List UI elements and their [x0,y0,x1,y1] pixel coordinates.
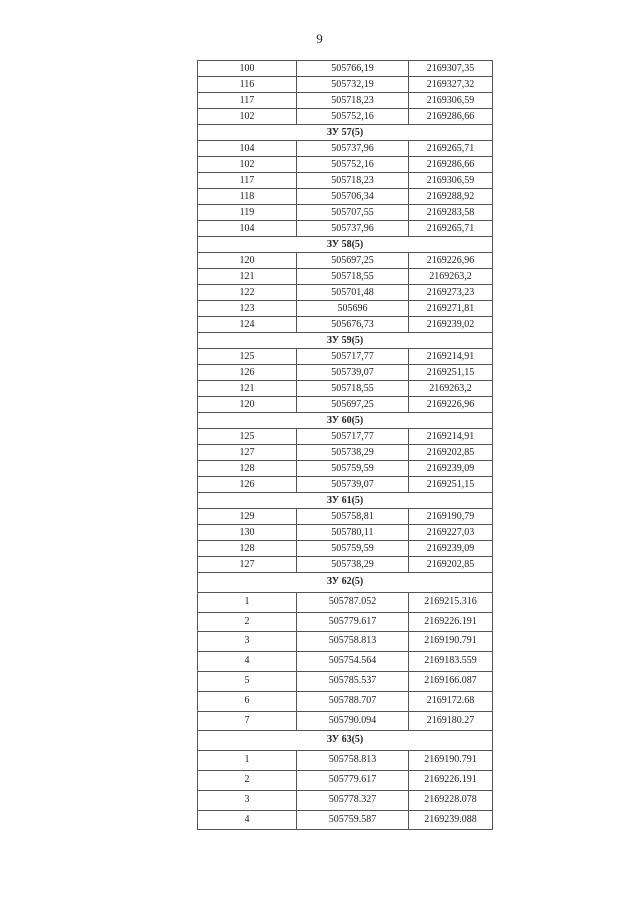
section-title: ЗУ 57(5) [198,125,493,141]
point-number-cell: 117 [198,173,297,189]
y-coordinate-cell: 2169327,32 [409,77,493,93]
y-coordinate-cell: 2169251,15 [409,365,493,381]
x-coordinate-cell: 505752,16 [297,109,409,125]
x-coordinate-cell: 505758,81 [297,509,409,525]
table-row [198,477,493,493]
section-title: ЗУ 62(5) [198,573,493,593]
point-number-cell: 117 [198,93,297,109]
coordinates-table-body [198,61,493,830]
x-coordinate-cell: 505737,96 [297,221,409,237]
x-coordinate-cell: 505788.707 [297,691,409,711]
point-number-cell: 116 [198,77,297,93]
y-coordinate-cell: 2169239.088 [409,810,493,830]
y-coordinate-cell: 2169180.27 [409,711,493,731]
table-row [198,652,493,672]
x-coordinate-cell: 505752,16 [297,157,409,173]
table-row [198,790,493,810]
x-coordinate-cell: 505779.617 [297,770,409,790]
y-coordinate-cell: 2169172.68 [409,691,493,711]
x-coordinate-cell: 505739,07 [297,365,409,381]
table-row [198,61,493,77]
x-coordinate-cell: 505754.564 [297,652,409,672]
point-number-cell: 1 [198,751,297,771]
section-header-row [198,237,493,253]
table-row [198,509,493,525]
table-row [198,461,493,477]
point-number-cell: 121 [198,269,297,285]
y-coordinate-cell: 2169183.559 [409,652,493,672]
x-coordinate-cell: 505697,25 [297,397,409,413]
x-coordinate-cell: 505697,25 [297,253,409,269]
y-coordinate-cell: 2169166.087 [409,671,493,691]
x-coordinate-cell: 505787.052 [297,592,409,612]
table-row [198,253,493,269]
y-coordinate-cell: 2169227,03 [409,525,493,541]
table-row [198,365,493,381]
y-coordinate-cell: 2169306,59 [409,173,493,189]
table-row [198,671,493,691]
section-header-row [198,333,493,349]
point-number-cell: 118 [198,189,297,205]
y-coordinate-cell: 2169202,85 [409,557,493,573]
point-number-cell: 119 [198,205,297,221]
x-coordinate-cell: 505785.537 [297,671,409,691]
y-coordinate-cell: 2169263,2 [409,269,493,285]
point-number-cell: 104 [198,221,297,237]
point-number-cell: 104 [198,141,297,157]
table-row [198,445,493,461]
point-number-cell: 4 [198,652,297,672]
point-number-cell: 4 [198,810,297,830]
table-row [198,397,493,413]
x-coordinate-cell: 505738,29 [297,445,409,461]
point-number-cell: 102 [198,109,297,125]
x-coordinate-cell: 505766,19 [297,61,409,77]
point-number-cell: 1 [198,592,297,612]
table-row [198,269,493,285]
x-coordinate-cell: 505718,55 [297,381,409,397]
table-row [198,612,493,632]
x-coordinate-cell: 505738,29 [297,557,409,573]
table-row [198,205,493,221]
x-coordinate-cell: 505759,59 [297,461,409,477]
x-coordinate-cell: 505778.327 [297,790,409,810]
table-row [198,141,493,157]
table-row [198,317,493,333]
y-coordinate-cell: 2169214,91 [409,349,493,365]
point-number-cell: 2 [198,612,297,632]
x-coordinate-cell: 505759,59 [297,541,409,557]
point-number-cell: 126 [198,477,297,493]
section-header-row [198,573,493,593]
x-coordinate-cell: 505732,19 [297,77,409,93]
section-header-row [198,125,493,141]
section-title: ЗУ 59(5) [198,333,493,349]
point-number-cell: 127 [198,557,297,573]
table-row [198,221,493,237]
table-row [198,77,493,93]
x-coordinate-cell: 505739,07 [297,477,409,493]
section-title: ЗУ 60(5) [198,413,493,429]
table-row [198,381,493,397]
y-coordinate-cell: 2169190,79 [409,509,493,525]
x-coordinate-cell: 505717,77 [297,429,409,445]
point-number-cell: 121 [198,381,297,397]
table-row [198,301,493,317]
table-row [198,632,493,652]
point-number-cell: 120 [198,253,297,269]
table-row [198,525,493,541]
point-number-cell: 6 [198,691,297,711]
point-number-cell: 128 [198,541,297,557]
x-coordinate-cell: 505718,23 [297,93,409,109]
point-number-cell: 125 [198,429,297,445]
table-row [198,711,493,731]
x-coordinate-cell: 505706,34 [297,189,409,205]
y-coordinate-cell: 2169239,09 [409,461,493,477]
y-coordinate-cell: 2169226,96 [409,253,493,269]
table-row [198,157,493,173]
point-number-cell: 124 [198,317,297,333]
y-coordinate-cell: 2169228.078 [409,790,493,810]
section-header-row [198,413,493,429]
y-coordinate-cell: 2169286,66 [409,157,493,173]
point-number-cell: 125 [198,349,297,365]
table-row [198,541,493,557]
section-title: ЗУ 63(5) [198,731,493,751]
table-row [198,93,493,109]
table-row [198,592,493,612]
point-number-cell: 3 [198,632,297,652]
y-coordinate-cell: 2169306,59 [409,93,493,109]
x-coordinate-cell: 505780,11 [297,525,409,541]
point-number-cell: 127 [198,445,297,461]
x-coordinate-cell: 505758.813 [297,751,409,771]
section-title: ЗУ 58(5) [198,237,493,253]
table-row [198,285,493,301]
point-number-cell: 122 [198,285,297,301]
section-title: ЗУ 61(5) [198,493,493,509]
x-coordinate-cell: 505707,55 [297,205,409,221]
table-row [198,349,493,365]
x-coordinate-cell: 505676,73 [297,317,409,333]
y-coordinate-cell: 2169214,91 [409,429,493,445]
y-coordinate-cell: 2169265,71 [409,141,493,157]
x-coordinate-cell: 505759.587 [297,810,409,830]
y-coordinate-cell: 2169271,81 [409,301,493,317]
table-row [198,810,493,830]
y-coordinate-cell: 2169288,92 [409,189,493,205]
point-number-cell: 123 [198,301,297,317]
x-coordinate-cell: 505779.617 [297,612,409,632]
y-coordinate-cell: 2169251,15 [409,477,493,493]
y-coordinate-cell: 2169307,35 [409,61,493,77]
point-number-cell: 102 [198,157,297,173]
table-row [198,751,493,771]
x-coordinate-cell: 505790.094 [297,711,409,731]
coordinates-table [197,60,493,830]
point-number-cell: 129 [198,509,297,525]
point-number-cell: 130 [198,525,297,541]
y-coordinate-cell: 2169273,23 [409,285,493,301]
y-coordinate-cell: 2169190.791 [409,751,493,771]
point-number-cell: 3 [198,790,297,810]
table-row [198,109,493,125]
table-row [198,557,493,573]
x-coordinate-cell: 505718,55 [297,269,409,285]
x-coordinate-cell: 505758.813 [297,632,409,652]
y-coordinate-cell: 2169265,71 [409,221,493,237]
x-coordinate-cell: 505696 [297,301,409,317]
x-coordinate-cell: 505737,96 [297,141,409,157]
point-number-cell: 7 [198,711,297,731]
point-number-cell: 5 [198,671,297,691]
y-coordinate-cell: 2169202,85 [409,445,493,461]
table-row [198,173,493,189]
y-coordinate-cell: 2169190.791 [409,632,493,652]
table-row [198,691,493,711]
x-coordinate-cell: 505718,23 [297,173,409,189]
y-coordinate-cell: 2169226.191 [409,612,493,632]
point-number-cell: 128 [198,461,297,477]
x-coordinate-cell: 505717,77 [297,349,409,365]
point-number-cell: 126 [198,365,297,381]
section-header-row [198,493,493,509]
y-coordinate-cell: 2169239,09 [409,541,493,557]
point-number-cell: 2 [198,770,297,790]
page-number: 9 [316,31,323,46]
y-coordinate-cell: 2169283,58 [409,205,493,221]
section-header-row [198,731,493,751]
y-coordinate-cell: 2169226,96 [409,397,493,413]
table-row [198,189,493,205]
y-coordinate-cell: 2169226.191 [409,770,493,790]
x-coordinate-cell: 505701,48 [297,285,409,301]
table-row [198,429,493,445]
point-number-cell: 100 [198,61,297,77]
y-coordinate-cell: 2169215.316 [409,592,493,612]
y-coordinate-cell: 2169286,66 [409,109,493,125]
point-number-cell: 120 [198,397,297,413]
table-row [198,770,493,790]
y-coordinate-cell: 2169239,02 [409,317,493,333]
y-coordinate-cell: 2169263,2 [409,381,493,397]
